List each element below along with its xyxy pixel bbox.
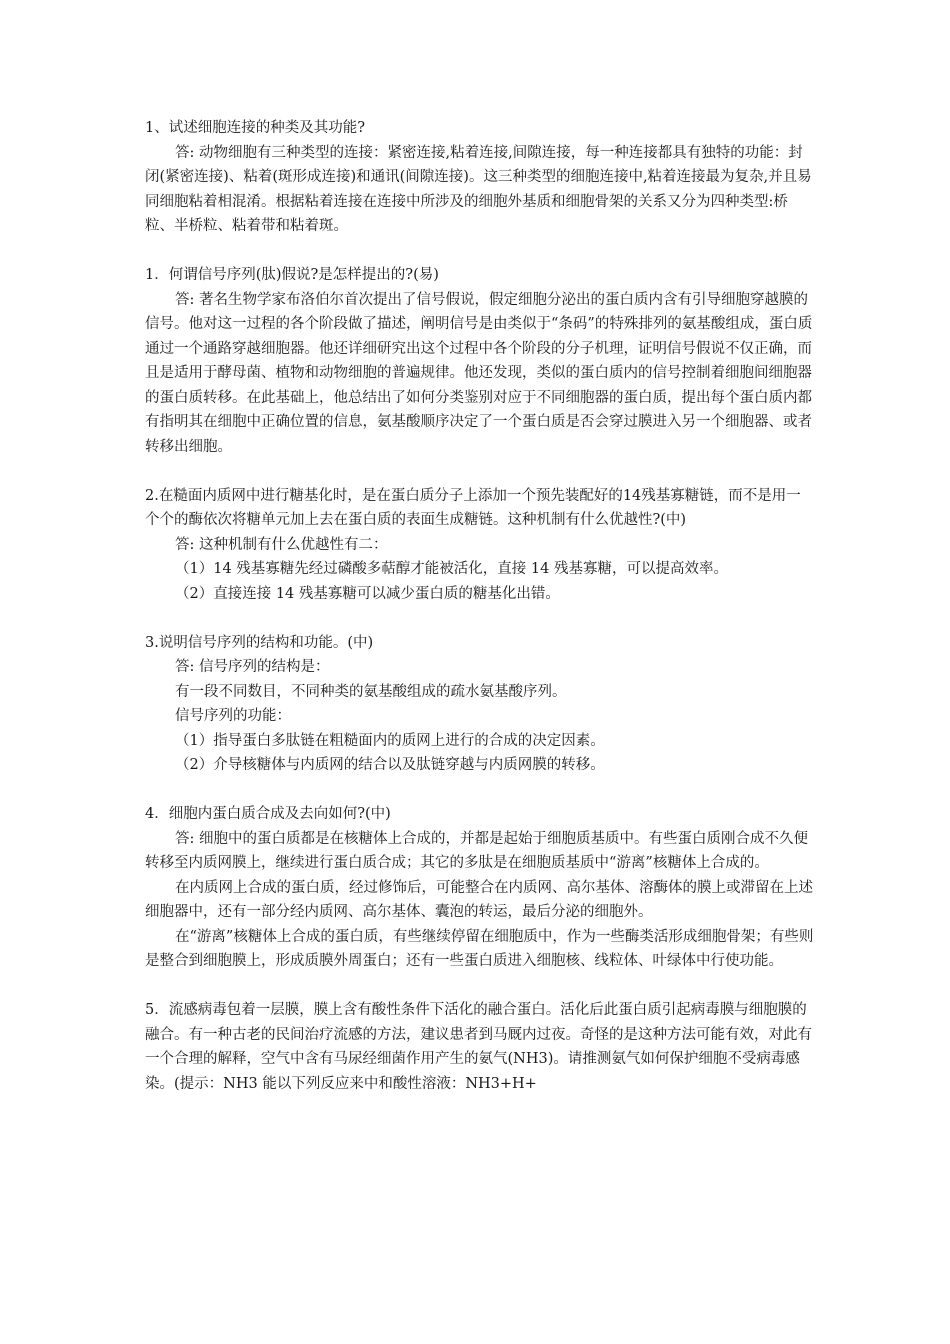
question-5-para-3: 在“游离”核糖体上合成的蛋白质，有些继续停留在细胞质中，作为一些酶类活形成细胞骨架；有些则是整合到细胞膜上，形成质膜外周蛋白；还有一些蛋白质进入细胞核、线粒体、叶绿体中行使功能。	[145, 928, 814, 969]
question-3-item-1: （1）14 残基寡糖先经过磷酸多萜醇才能被活化，直接 14 残基寡糖，可以提高效率。	[175, 561, 728, 577]
question-4-line-3: 信号序列的功能：	[175, 708, 291, 724]
question-6-title: 5．流感病毒包着一层膜，膜上含有酸性条件下活化的融合蛋白。活化后此蛋白质引起病毒膜与细胞膜的融合。有一种古老的民间治疗流感的方法，建议患者到马厩内过夜。奇怪的是这种方法可能有效，对此有一个合理的解释，空气中含有马尿经细菌作用产生的氨气(NH3)。请推测氨气如何保护细胞不受病毒感染。(提示：NH3 能以下列反应来中和酸性溶液：NH3+H+	[145, 1002, 812, 1092]
question-4-line-1: 答: 信号序列的结构是：	[175, 659, 330, 675]
question-4-line-4: （1）指导蛋白多肽链在粗糙面内的质网上进行的合成的决定因素。	[175, 732, 605, 749]
question-5-para-1: 答: 细胞中的蛋白质都是在核糖体上合成的，并都是起始于细胞质基质中。有些蛋白质刚合成不久便转移至内质网膜上，继续进行蛋白质合成；其它的多肽是在细胞质基质中“游离”核糖体上合成的。	[145, 830, 808, 871]
question-5-title: 4．细胞内蛋白质合成及去向如何?(中)	[145, 806, 391, 822]
question-5-para-2: 在内质网上合成的蛋白质，经过修饰后，可能整合在内质网、高尔基体、溶酶体的膜上或滞留在上述细胞器中，还有一部分经内质网、高尔基体、囊泡的转运，最后分泌的细胞外。	[145, 879, 813, 920]
question-4-title: 3.说明信号序列的结构和功能。(中)	[145, 634, 374, 651]
question-2-title: 1．何谓信号序列(肽)假说?是怎样提出的?(易)	[145, 267, 439, 283]
question-3-item-2: （2）直接连接 14 残基寡糖可以减少蛋白质的糖基化出错。	[175, 585, 560, 602]
question-3-answer: 答: 这种机制有什么优越性有二：	[175, 536, 388, 553]
question-4-line-5: （2）介导核糖体与内质网的结合以及肽链穿越与内质网膜的转移。	[175, 757, 605, 773]
question-1-answer: 答: 动物细胞有三种类型的连接：紧密连接,粘着连接,间隙连接，每一种连接都具有独特的功能：封闭(紧密连接)、粘着(斑形成连接)和通讯(间隙连接)。这三种类型的细胞连接中,粘着连接最为复杂,并且易同细胞粘着相混淆。根据粘着连接在连接中所涉及的细胞外基质和细胞骨架的关系又分为四种类型:桥粒、半桥粒、粘着带和粘着斑。	[145, 144, 812, 234]
question-3-title: 2.在糙面内质网中进行糖基化时，是在蛋白质分子上添加一个预先装配好的14残基寡糖链，而不是用一个个的酶依次将糖单元加上去在蛋白质的表面生成糖链。这种机制有什么优越性?(中)	[145, 487, 801, 528]
question-1-title: 1、试述细胞连接的种类及其功能?	[145, 120, 365, 136]
document-body	[145, 116, 815, 1096]
question-4-line-2: 有一段不同数目，不同种类的氨基酸组成的疏水氨基酸序列。	[175, 683, 567, 700]
question-2-answer: 答: 著名生物学家布洛伯尔首次提出了信号假说，假定细胞分泌出的蛋白质内含有引导细胞穿越膜的信号。他对这一过程的各个阶段做了描述，阐明信号是由类似于“条码”的特殊排列的氨基酸组成，蛋白质通过一个通路穿越细胞器。他还详细研究出这个过程中各个阶段的分子机理，证明信号假说不仅正确，而且是适用于酵母菌、植物和动物细胞的普遍规律。他还发现，类似的蛋白质内的信号控制着细胞间细胞器的蛋白质转移。在此基础上，他总结出了如何分类鉴别对应于不同细胞器的蛋白质，提出每个蛋白质内都有指明其在细胞中正确位置的信息，氨基酸顺序决定了一个蛋白质是否会穿过膜进入另一个细胞器、或者转移出细胞。	[145, 291, 813, 455]
